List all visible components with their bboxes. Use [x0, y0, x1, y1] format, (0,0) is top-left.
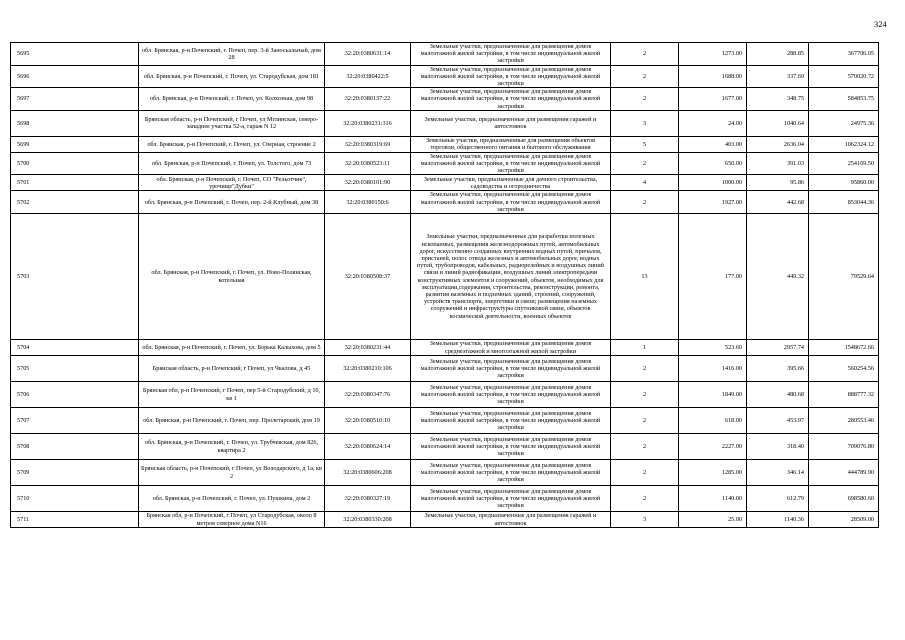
parcel-area-cell: 2227.00: [679, 434, 747, 460]
land-use-group-cell: 3: [611, 110, 679, 136]
land-use-purpose-cell: Земельные участки, предназначенные для размещения домов малоэтажной жилой застройки, в том числе индивидуальной жилой застройки: [411, 356, 611, 382]
land-use-purpose-cell: Земельные участки, предназначенные для размещения домов малоэтажной жилой застройки, в том числе индивидуальной жилой застройки: [411, 460, 611, 486]
parcel-address-cell: Брянская обл, р-н Почепский, г Почеп, пер 5-й Стародубский, д 10, кв 1: [139, 382, 325, 408]
cadastral-rate-cell: 449.32: [747, 214, 809, 340]
cadastral-value-cell: 1548672.66: [809, 340, 879, 356]
cadastral-rate-cell: 391.03: [747, 152, 809, 175]
parcel-address-cell: обл. Брянская, р-н Почепский, г. Почеп, ул. Озерная, строение 2: [139, 136, 325, 152]
cadastral-value-cell: 367706.05: [809, 43, 879, 66]
table-row: [11, 65, 879, 88]
cadastral-rate-cell: 2636.04: [747, 136, 809, 152]
table-row: [11, 408, 879, 434]
parcel-address-cell: Брянская область, р-н Почепский, г Почеп, ул Володарского, д 1а, кв 2: [139, 460, 325, 486]
parcel-area-cell: 1140.00: [679, 486, 747, 512]
cadastral-number-cell: 32:20:0380508:37: [325, 214, 411, 340]
table-row: [11, 340, 879, 356]
parcel-area-cell: 24.00: [679, 110, 747, 136]
cadastral-value-cell: 95860.00: [809, 175, 879, 191]
cadastral-rate-cell: 348.75: [747, 88, 809, 111]
parcel-address-cell: обл. Брянская, р-н Почепский, г. Почеп, ул. Трубчевская, дом 826, квартира 2: [139, 434, 325, 460]
cadastral-registry-table: [10, 42, 879, 528]
table-row: [11, 43, 879, 66]
cadastral-value-cell: 79529.64: [809, 214, 879, 340]
table-row: [11, 191, 879, 214]
table-row: [11, 88, 879, 111]
cadastral-value-cell: 28509.00: [809, 512, 879, 528]
cadastral-value-cell: 280553.46: [809, 408, 879, 434]
land-use-purpose-cell: Земельные участки, предназначенные для дачного строительства, садоводства и огородничества: [411, 175, 611, 191]
cadastral-rate-cell: 337.69: [747, 65, 809, 88]
cadastral-rate-cell: 288.85: [747, 43, 809, 66]
parcel-area-cell: 177.00: [679, 214, 747, 340]
table-row: [11, 512, 879, 528]
parcel-address-cell: обл. Брянская, р-н Почепский, г. Почеп, пер. 2-й Клубный, дом 38: [139, 191, 325, 214]
parcel-address-cell: обл. Брянская, р-н Почепский, г. Почеп, СО "Рельотчик", урочище"Дубки": [139, 175, 325, 191]
cadastral-rate-cell: 395.66: [747, 356, 809, 382]
table-row: [11, 434, 879, 460]
parcel-number-cell: 5708: [11, 434, 139, 460]
parcel-number-cell: 5709: [11, 460, 139, 486]
cadastral-number-cell: 32:20:0380330:208: [325, 512, 411, 528]
parcel-area-cell: 25.00: [679, 512, 747, 528]
cadastral-number-cell: 32:20:0380347:76: [325, 382, 411, 408]
cadastral-rate-cell: 480.68: [747, 382, 809, 408]
land-use-group-cell: 2: [611, 65, 679, 88]
cadastral-number-cell: 32:20:0380422:5: [325, 65, 411, 88]
cadastral-rate-cell: 1140.36: [747, 512, 809, 528]
cadastral-value-cell: 560254.56: [809, 356, 879, 382]
parcel-number-cell: 5701: [11, 175, 139, 191]
land-use-group-cell: 13: [611, 214, 679, 340]
parcel-number-cell: 5695: [11, 43, 139, 66]
table-row: [11, 382, 879, 408]
cadastral-value-cell: 1062324.12: [809, 136, 879, 152]
parcel-address-cell: Брянская область, р-н Почепский, г Почеп, ул Чкалова, д 45: [139, 356, 325, 382]
cadastral-value-cell: 24975.36: [809, 110, 879, 136]
parcel-address-cell: обл. Брянская, р-н Почепский, г. Почеп, ул. Ново-Полянская, котельная: [139, 214, 325, 340]
table-row: [11, 214, 879, 340]
table-row: [11, 136, 879, 152]
parcel-number-cell: 5706: [11, 382, 139, 408]
parcel-number-cell: 5696: [11, 65, 139, 88]
parcel-number-cell: 5702: [11, 191, 139, 214]
land-use-purpose-cell: Земельные участки, предназначенные для размещения домов среднеэтажной и многоэтажной жилой застройки: [411, 340, 611, 356]
land-use-group-cell: 2: [611, 152, 679, 175]
parcel-area-cell: 403.00: [679, 136, 747, 152]
table-row: [11, 356, 879, 382]
parcel-area-cell: 523.60: [679, 340, 747, 356]
cadastral-value-cell: 584853.75: [809, 88, 879, 111]
parcel-area-cell: 1416.00: [679, 356, 747, 382]
land-use-purpose-cell: Земельные участки, предназначенные для размещения домов малоэтажной жилой застройки, в том числе индивидуальной жилой застройки: [411, 152, 611, 175]
land-use-purpose-cell: Земельные участки, предназначенные для размещения домов малоэтажной жилой застройки, в том числе индивидуальной жилой застройки: [411, 408, 611, 434]
parcel-address-cell: обл. Брянская, р-н Почепский, г. Почеп, ул. Толстого, дом 73: [139, 152, 325, 175]
cadastral-number-cell: 32:20:0380631:14: [325, 43, 411, 66]
table-row: [11, 175, 879, 191]
parcel-number-cell: 5700: [11, 152, 139, 175]
parcel-area-cell: 618.00: [679, 408, 747, 434]
parcel-number-cell: 5711: [11, 512, 139, 528]
parcel-number-cell: 5705: [11, 356, 139, 382]
cadastral-number-cell: 32:20:0380137:22: [325, 88, 411, 111]
parcel-number-cell: 5697: [11, 88, 139, 111]
parcel-address-cell: Брянская обл, р-н Почепский, г Почеп, ул Стародубская, около 8 метров северное дома N16: [139, 512, 325, 528]
parcel-number-cell: 5698: [11, 110, 139, 136]
parcel-address-cell: обл. Брянская, р-н Почепский, г. Почеп, пер. Пролетарский, дом 19: [139, 408, 325, 434]
parcel-number-cell: 5699: [11, 136, 139, 152]
cadastral-value-cell: 698580.60: [809, 486, 879, 512]
land-use-group-cell: 1: [611, 340, 679, 356]
cadastral-value-cell: 254169.50: [809, 152, 879, 175]
parcel-number-cell: 5707: [11, 408, 139, 434]
land-use-purpose-cell: Земельные участки, предназначенные для размещения домов малоэтажной жилой застройки, в том числе индивидуальной жилой застройки: [411, 382, 611, 408]
cadastral-rate-cell: 1040.64: [747, 110, 809, 136]
cadastral-rate-cell: 95.86: [747, 175, 809, 191]
page-number: 324: [874, 19, 887, 29]
land-use-purpose-cell: Земельные участки, предназначенные для размещения домов малоэтажной жилой застройки, в том числе индивидуальной жилой застройки: [411, 191, 611, 214]
land-use-purpose-cell: Земельные участки, предназначенные для разработки полезных ископаемых, размещения железнодорожных путей, автомобильных дорог, искусственно созданных внутренних водных путей, причалов, пристаней, полос отвода железных и автомобильных дорог, водных путей, трубопроводов, кабельных, радиорелейных и воздушных линий связи и линий радиофикации, воздушных линий электропередачи конструктивных элементов и сооружений, объектов, необходимых для эксплуатации,содержания, строительства, реконструкции, ремонта, развития наземных и подземных зданий, строений, сооружений, устройств транспорта, энергетики и связи; размещения наземных сооружений и инфраструктуры спутниковой связи, объектов космической деятельности, военных объектов: [411, 214, 611, 340]
land-use-group-cell: 2: [611, 88, 679, 111]
parcel-area-cell: 1285.00: [679, 460, 747, 486]
parcel-area-cell: 650.00: [679, 152, 747, 175]
table-row: [11, 486, 879, 512]
parcel-number-cell: 5703: [11, 214, 139, 340]
land-use-purpose-cell: Земельные участки, предназначенные для размещения домов малоэтажной жилой застройки, в том числе индивидуальной жилой застройки: [411, 486, 611, 512]
land-use-purpose-cell: Земельные участки, предназначенные для размещения гаражей и автостоянок: [411, 110, 611, 136]
parcel-area-cell: 1849.00: [679, 382, 747, 408]
parcel-address-cell: Брянская область, р-н Почепский, г Почеп, ул Мглинская, северо-западнее участка 52-а, гараж N 12: [139, 110, 325, 136]
cadastral-number-cell: 32:20:0380327:19: [325, 486, 411, 512]
table-row: [11, 460, 879, 486]
land-use-group-cell: 2: [611, 460, 679, 486]
cadastral-number-cell: 32:20:0380606:208: [325, 460, 411, 486]
cadastral-number-cell: 32:20:0380319:69: [325, 136, 411, 152]
parcel-number-cell: 5704: [11, 340, 139, 356]
land-use-group-cell: 2: [611, 191, 679, 214]
cadastral-number-cell: 32:20:0380101:90: [325, 175, 411, 191]
cadastral-number-cell: 32:20:0380210:106: [325, 356, 411, 382]
land-use-purpose-cell: Земельные участки, предназначенные для размещения гаражей и автостоянок: [411, 512, 611, 528]
land-use-purpose-cell: Земельные участки, предназначенные для размещения домов малоэтажной жилой застройки, в том числе индивидуальной жилой застройки: [411, 434, 611, 460]
cadastral-number-cell: 32:20:0380510:10: [325, 408, 411, 434]
parcel-area-cell: 1273.00: [679, 43, 747, 66]
cadastral-value-cell: 709076.80: [809, 434, 879, 460]
cadastral-rate-cell: 346.14: [747, 460, 809, 486]
land-use-group-cell: 2: [611, 486, 679, 512]
cadastral-number-cell: 32:20:0380150:6: [325, 191, 411, 214]
cadastral-number-cell: 32:20:0380624:14: [325, 434, 411, 460]
cadastral-number-cell: 32:20:0380523:11: [325, 152, 411, 175]
land-use-group-cell: 2: [611, 408, 679, 434]
table-row: [11, 110, 879, 136]
land-use-group-cell: 3: [611, 512, 679, 528]
parcel-number-cell: 5710: [11, 486, 139, 512]
cadastral-rate-cell: 612.79: [747, 486, 809, 512]
land-use-group-cell: 2: [611, 434, 679, 460]
parcel-area-cell: 1677.00: [679, 88, 747, 111]
cadastral-rate-cell: 442.68: [747, 191, 809, 214]
parcel-area-cell: 1927.00: [679, 191, 747, 214]
parcel-address-cell: обл. Брянская, р-н Почепский, г. Почеп, ул. Колхозная, дом 98: [139, 88, 325, 111]
cadastral-rate-cell: 318.40: [747, 434, 809, 460]
cadastral-number-cell: 32:20:0380231:316: [325, 110, 411, 136]
cadastral-value-cell: 570020.72: [809, 65, 879, 88]
cadastral-value-cell: 444789.90: [809, 460, 879, 486]
parcel-area-cell: 1000.00: [679, 175, 747, 191]
land-use-purpose-cell: Земельные участки, предназначенные для размещения домов малоэтажной жилой застройки, в том числе индивидуальной жилой застройки: [411, 88, 611, 111]
land-use-group-cell: 5: [611, 136, 679, 152]
land-use-group-cell: 2: [611, 356, 679, 382]
cadastral-rate-cell: 2957.74: [747, 340, 809, 356]
parcel-area-cell: 1688.00: [679, 65, 747, 88]
cadastral-rate-cell: 453.97: [747, 408, 809, 434]
land-use-purpose-cell: Земельные участки, предназначенные для размещения объектов торговли, общественного питания и бытового обслуживания: [411, 136, 611, 152]
land-use-group-cell: 2: [611, 43, 679, 66]
parcel-address-cell: обл. Брянская, р-н Почепский, г. Почеп, ул. Пушкина, дом 2: [139, 486, 325, 512]
table-row: [11, 152, 879, 175]
cadastral-number-cell: 32:20:0380231:44: [325, 340, 411, 356]
land-use-purpose-cell: Земельные участки, предназначенные для размещения домов малоэтажной жилой застройки, в том числе индивидуальной жилой застройки: [411, 65, 611, 88]
parcel-address-cell: обл. Брянская, р-н Почепский, г. Почеп, ул. Стародубская, дом 181: [139, 65, 325, 88]
cadastral-value-cell: 853044.36: [809, 191, 879, 214]
land-use-group-cell: 4: [611, 175, 679, 191]
parcel-address-cell: обл. Брянская, р-н Почепский, г. Почеп, ул. Борька Калыхова, дом 5: [139, 340, 325, 356]
land-use-purpose-cell: Земельные участки, предназначенные для размещения домов малоэтажной жилой застройки, в том числе индивидуальной жилой застройки: [411, 43, 611, 66]
parcel-address-cell: обл. Брянская, р-н Почепский, г. Почеп, пер. 3-й Заносьальный, дом 28: [139, 43, 325, 66]
cadastral-value-cell: 888777.32: [809, 382, 879, 408]
land-use-group-cell: 2: [611, 382, 679, 408]
